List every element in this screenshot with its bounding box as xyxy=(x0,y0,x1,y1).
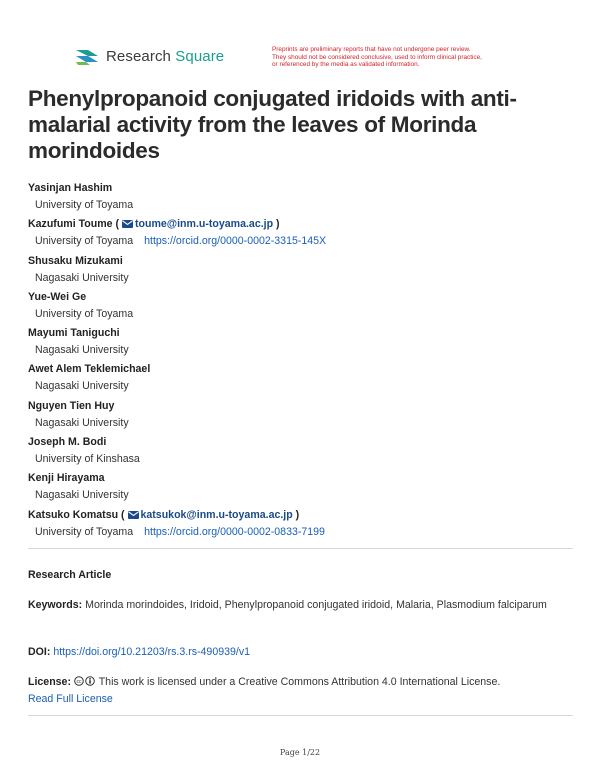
author-email-link[interactable] xyxy=(122,218,273,230)
author-name: Nguyen Tien Huy xyxy=(28,399,115,412)
author-entry xyxy=(28,361,568,397)
author-name: Yue-Wei Ge xyxy=(28,290,87,303)
keywords-label: Keywords: xyxy=(28,599,83,611)
header xyxy=(74,46,574,74)
doi-link[interactable]: https://doi.org/10.21203/rs.3.rs-490939/v1 xyxy=(53,646,251,658)
orcid-link[interactable]: https://orcid.org/0000-0002-3315-145X xyxy=(144,235,327,248)
article-type: Research Article xyxy=(28,569,112,581)
author-affiliation: Nagasaki University xyxy=(35,344,129,357)
keywords xyxy=(28,597,573,614)
author-entry xyxy=(28,325,568,361)
divider xyxy=(28,548,573,549)
keywords-value: Morinda morindoides, Iridoid, Phenylpropanoid conjugated iridoid, Malaria, Plasmodium falciparum xyxy=(85,599,547,611)
author-name: Mayumi Taniguchi xyxy=(28,327,120,340)
author-affiliation-line xyxy=(35,233,568,250)
author-name: Yasinjan Hashim xyxy=(28,182,113,194)
author-affiliation: University of Kinshasa xyxy=(35,453,140,466)
logo-text-square: Square xyxy=(175,47,225,65)
author-entry xyxy=(28,398,568,434)
research-square-logo-icon xyxy=(74,46,100,66)
divider xyxy=(28,715,573,716)
author-name: Shusaku Mizukami xyxy=(28,254,123,267)
page-number: Page 1/22 xyxy=(279,748,321,757)
author-name: Kenji Hirayama xyxy=(28,472,105,485)
author-affiliation: University of Toyama xyxy=(35,235,134,248)
author-email: toume@inm.u-toyama.ac.jp xyxy=(135,218,274,231)
logo-text xyxy=(106,48,224,65)
author-affiliation: University of Toyama xyxy=(35,307,134,320)
license-text: This work is licensed under a Creative Commons Attribution 4.0 International License. xyxy=(98,676,501,688)
doi xyxy=(28,644,573,661)
author-entry xyxy=(28,216,568,252)
svg-text:cc: cc xyxy=(76,679,82,686)
author-email: katsukok@inm.u-toyama.ac.jp xyxy=(140,508,293,521)
logo-text-research: Research xyxy=(106,47,171,65)
research-square-logo[interactable] xyxy=(74,46,224,66)
author-email-link[interactable] xyxy=(128,509,293,521)
envelope-icon xyxy=(128,511,139,519)
author-name-line: Kazufumi Toume ( toume@inm.u-toyama.ac.jp ) xyxy=(28,218,280,231)
author-entry xyxy=(28,470,568,506)
author-affiliation: University of Toyama xyxy=(35,199,134,211)
author-name-line: Katsuko Komatsu ( katsukok@inm.u-toyama.ac.jp ) xyxy=(28,508,300,521)
author-name: Katsuko Komatsu xyxy=(28,508,119,521)
license-label: License: xyxy=(28,676,71,688)
orcid-link[interactable]: https://orcid.org/0000-0002-0833-7199 xyxy=(144,525,325,538)
doi-label: DOI: xyxy=(28,646,51,658)
author-entry xyxy=(28,434,568,470)
author-name: Joseph M. Bodi xyxy=(28,436,107,449)
notice-line: Preprints are preliminary reports that have not undergone peer review. xyxy=(272,46,471,53)
notice-line: They should not be considered conclusive, used to inform clinical practice, xyxy=(272,53,482,61)
author-affiliation: Nagasaki University xyxy=(35,489,129,502)
author-entry xyxy=(28,180,568,216)
paper-title: Phenylpropanoid conjugated iridoids with anti-malarial activity from the leaves of Morinda morindoides xyxy=(28,86,517,163)
notice-line: or referenced by the media as validated information. xyxy=(272,61,420,69)
author-name: Kazufumi Toume xyxy=(28,218,113,231)
author-affiliation: Nagasaki University xyxy=(35,380,129,393)
author-entry xyxy=(28,289,568,325)
author-affiliation-line xyxy=(35,524,568,541)
author-affiliation: Nagasaki University xyxy=(35,271,129,284)
author-name: Awet Alem Teklemichael xyxy=(28,363,151,376)
cc-by-icon xyxy=(74,676,96,686)
author-list xyxy=(28,180,568,543)
author-entry xyxy=(28,253,568,289)
author-affiliation: University of Toyama xyxy=(35,525,134,538)
license xyxy=(28,674,573,708)
envelope-icon xyxy=(122,220,133,228)
author-affiliation: Nagasaki University xyxy=(35,416,129,429)
read-full-license-link[interactable]: Read Full License xyxy=(28,693,113,705)
author-entry xyxy=(28,507,568,543)
preprint-notice xyxy=(272,46,572,69)
